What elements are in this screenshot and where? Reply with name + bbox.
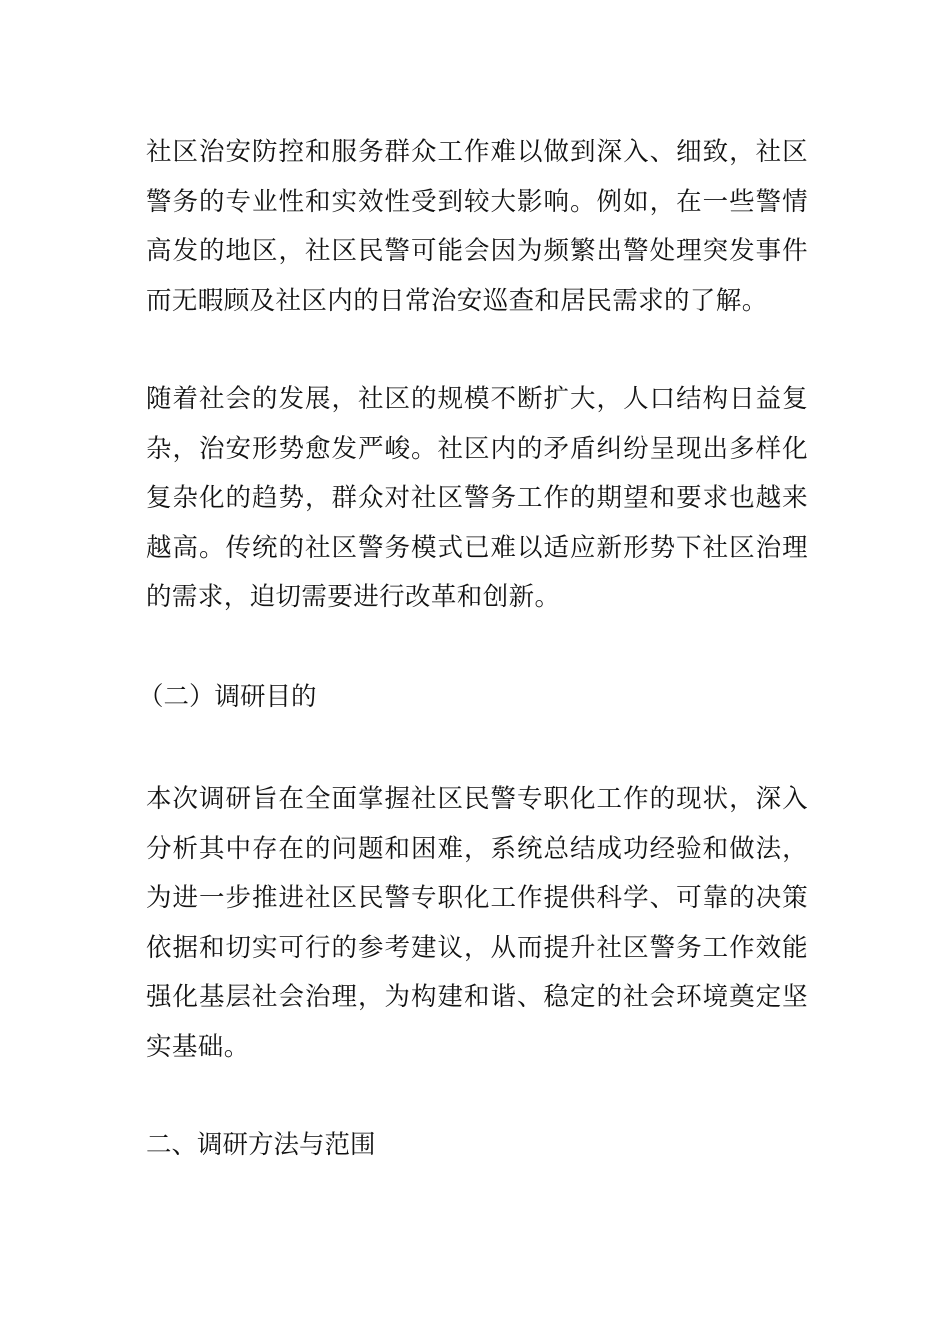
paragraph-3-line: 依据和切实可行的参考建议，从而提升社区警务工作效能 <box>146 932 808 963</box>
paragraph-2-line: 越高。传统的社区警务模式已难以适应新形势下社区治理 <box>146 532 808 563</box>
paragraph-2-line: 的需求，迫切需要进行改革和创新。 <box>146 582 561 612</box>
section-subheading: （二）调研目的 <box>138 682 317 712</box>
paragraph-3-line: 强化基层社会治理，为构建和谐、稳定的社会环境奠定坚 <box>146 982 808 1012</box>
paragraph-1 <box>146 128 808 326</box>
paragraph-1-line: 而无暇顾及社区内的日常治安巡查和居民需求的了解。 <box>146 285 768 316</box>
paragraph-2-line: 杂，治安形势愈发严峻。社区内的矛盾纠纷呈现出多样化 <box>146 433 808 464</box>
paragraph-2-line: 随着社会的发展，社区的规模不断扩大，人口结构日益复 <box>146 384 808 414</box>
paragraph-1-line: 警务的专业性和实效性受到较大影响。例如，在一些警情 <box>146 186 808 217</box>
paragraph-3 <box>146 775 808 1072</box>
paragraph-3-line: 为进一步推进社区民警专职化工作提供科学、可靠的决策 <box>146 883 808 913</box>
paragraph-1-line: 社区治安防控和服务群众工作难以做到深入、细致，社区 <box>146 137 808 167</box>
paragraph-2-line: 复杂化的趋势，群众对社区警务工作的期望和要求也越来 <box>146 483 808 513</box>
paragraph-3-line: 实基础。 <box>146 1031 250 1062</box>
paragraph-1-line: 高发的地区，社区民警可能会因为频繁出警处理突发事件 <box>146 236 808 266</box>
paragraph-3-line: 本次调研旨在全面掌握社区民警专职化工作的现状，深入 <box>146 784 808 814</box>
paragraph-2 <box>146 375 808 623</box>
section-heading: 二、调研方法与范围 <box>146 1130 376 1160</box>
paragraph-3-line: 分析其中存在的问题和困难，系统总结成功经验和做法， <box>146 833 808 864</box>
